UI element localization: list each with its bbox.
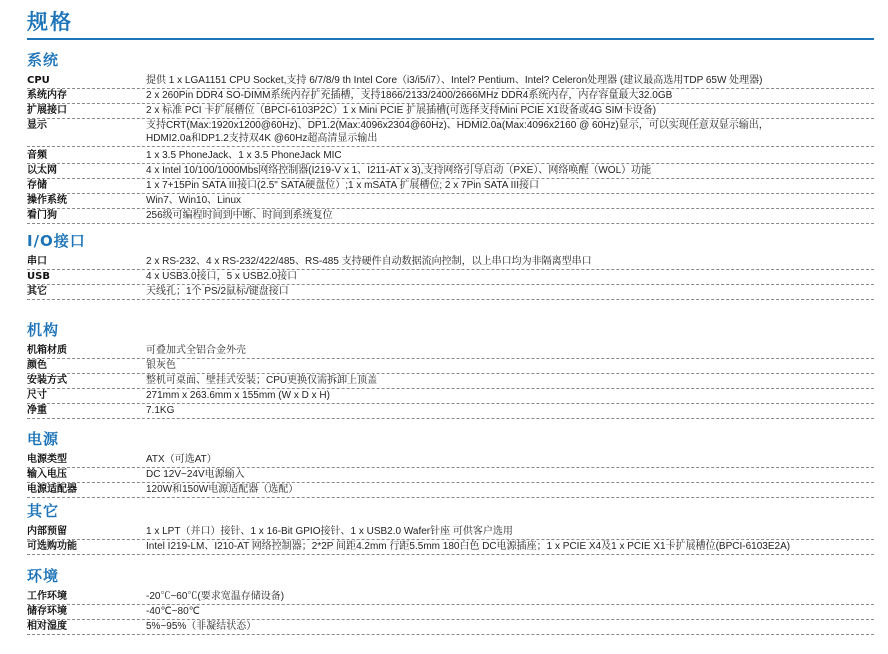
title-divider	[27, 38, 874, 40]
spec-row	[27, 104, 874, 119]
spec-label: 安装方式	[27, 375, 67, 386]
spec-label: 内部预留	[27, 526, 67, 537]
spec-label: 工作环境	[27, 591, 67, 602]
spec-row	[27, 374, 874, 389]
spec-value-line: 120W和150W电源适配器（选配）	[146, 484, 299, 495]
spec-value-line: Intel I219-LM、I210-AT 网络控制器；2*2P 间距4.2mm 行距5.5mm 180白色 DC电源插座；1 x PCIE X4及1 x PCIE X1卡扩展槽位(BPCI-6103E2A)	[146, 541, 791, 552]
spec-value-line: DC 12V~24V电源输入	[146, 469, 245, 480]
spec-value	[146, 74, 874, 87]
spec-value-line: 5%~95%（非凝结状态）	[146, 621, 257, 632]
spec-row	[27, 344, 874, 359]
spec-row	[27, 540, 874, 555]
spec-label: 看门狗	[27, 210, 57, 221]
spec-value	[146, 285, 874, 298]
spec-row	[27, 179, 874, 194]
spec-value-line: 256级可编程时间到中断、时间到系统复位	[146, 210, 333, 221]
spec-value-line: Win7、Win10、Linux	[146, 195, 242, 206]
spec-value-line: 2 x 260Pin DDR4 SO-DIMM系统内存扩充插槽，支持1866/2133/2400/2666MHz DDR4系统内存，内存容量最大32.0GB	[146, 90, 673, 101]
spec-value	[146, 194, 874, 207]
spec-value-line: -20℃~60℃(要求宽温存储设备)	[146, 591, 285, 602]
spec-value	[146, 359, 874, 372]
spec-value	[146, 119, 874, 145]
spec-value-line: -40℃~80℃	[146, 606, 200, 617]
spec-label: 音频	[27, 150, 47, 161]
spec-label: 电源适配器	[27, 484, 77, 495]
spec-value	[146, 374, 874, 387]
spec-value	[146, 404, 874, 417]
spec-value-line: 4 x Intel 10/100/1000Mbs网络控制器(I219-V x 1、I211-AT x 3),支持网络引导启动（PXE）、网络唤醒（WOL）功能	[146, 165, 652, 176]
spec-label: 串口	[27, 256, 47, 267]
section-title: 其它	[27, 502, 60, 520]
spec-value-line: 银灰色	[146, 360, 176, 371]
spec-label: 显示	[27, 120, 47, 131]
spec-value-line: 整机可桌面、壁挂式安装；CPU更换仅需拆卸上顶盖	[146, 375, 378, 386]
section-title: 系统	[27, 51, 60, 69]
spec-label: 净重	[27, 405, 47, 416]
spec-label: 储存环境	[27, 606, 67, 617]
spec-row	[27, 404, 874, 419]
spec-value	[146, 453, 874, 466]
spec-label: 扩展接口	[27, 105, 67, 116]
spec-value-line: 2 x 标准 PCI 卡扩展槽位（BPCI-6103P2C）1 x Mini PCIE 扩展插槽(可选择支持Mini PCIE X1设备或4G SIM卡设备)	[146, 105, 657, 116]
spec-value	[146, 270, 874, 283]
row-divider	[27, 497, 874, 498]
spec-label: 存储	[27, 180, 47, 191]
spec-label: 其它	[27, 286, 47, 297]
spec-value	[146, 164, 874, 177]
spec-row	[27, 453, 874, 468]
row-divider	[27, 418, 874, 419]
spec-row	[27, 468, 874, 483]
spec-value-line: HDMI2.0a和DP1.2支持双4K @60Hz超高清显示输出	[146, 133, 378, 144]
spec-value-line: 天线孔；1个 PS/2鼠标/键盘接口	[146, 286, 289, 297]
section-title: 机构	[27, 321, 60, 339]
spec-row	[27, 389, 874, 404]
page-title: 规格	[27, 10, 73, 34]
spec-value	[146, 620, 874, 633]
spec-row	[27, 164, 874, 179]
spec-label: 电源类型	[27, 454, 67, 465]
spec-value-line: 可叠加式全铝合金外壳	[146, 345, 246, 356]
spec-value-line: 271mm x 263.6mm x 155mm (W x D x H)	[146, 390, 330, 401]
spec-row	[27, 605, 874, 620]
spec-row	[27, 483, 874, 498]
row-divider	[27, 146, 874, 147]
spec-value-line: 1 x 7+15Pin SATA III接口(2.5" SATA硬盘位）;1 x mSATA 扩展槽位; 2 x 7Pin SATA III接口	[146, 180, 540, 191]
spec-label: 尺寸	[27, 390, 47, 401]
spec-row	[27, 620, 874, 635]
spec-value	[146, 483, 874, 496]
spec-value	[146, 590, 874, 603]
spec-label: 机箱材质	[27, 345, 67, 356]
spec-row	[27, 285, 874, 300]
spec-row	[27, 209, 874, 224]
spec-value	[146, 540, 874, 553]
spec-row	[27, 590, 874, 605]
spec-value	[146, 255, 874, 268]
spec-row	[27, 149, 874, 164]
spec-label: 相对湿度	[27, 621, 67, 632]
spec-row	[27, 194, 874, 209]
spec-value	[146, 104, 874, 117]
spec-value-line: 2 x RS-232、4 x RS-232/422/485、RS-485 支持硬件自动数据流向控制，以上串口均为非隔离型串口	[146, 256, 592, 267]
spec-value	[146, 468, 874, 481]
section-title: 电源	[27, 430, 60, 448]
spec-row	[27, 270, 874, 285]
row-divider	[27, 299, 874, 300]
spec-label: 系统内存	[27, 90, 67, 101]
spec-label: 操作系统	[27, 195, 67, 206]
spec-value-line: ATX（可选AT）	[146, 454, 217, 465]
spec-label: 以太网	[27, 165, 57, 176]
spec-value-line: 提供 1 x LGA1151 CPU Socket,支持 6/7/8/9 th Intel Core（i3/i5/i7）、Intel? Pentium、Intel? Celeron处理器 (建议最高选用TDP 65W 处理器)	[146, 75, 763, 86]
row-divider	[27, 223, 874, 224]
spec-value-line: 1 x 3.5 PhoneJack、1 x 3.5 PhoneJack MIC	[146, 150, 342, 161]
spec-row	[27, 359, 874, 374]
spec-row	[27, 89, 874, 104]
spec-label: 可选购功能	[27, 541, 77, 552]
spec-row	[27, 255, 874, 270]
row-divider	[27, 554, 874, 555]
spec-value	[146, 525, 874, 538]
spec-value	[146, 344, 874, 357]
spec-value	[146, 389, 874, 402]
spec-label: CPU	[27, 75, 50, 86]
spec-value	[146, 149, 874, 162]
spec-value-line: 7.1KG	[146, 405, 175, 416]
spec-row	[27, 74, 874, 89]
spec-value	[146, 89, 874, 102]
spec-value	[146, 605, 874, 618]
spec-row	[27, 525, 874, 540]
spec-label: USB	[27, 271, 50, 282]
spec-value	[146, 179, 874, 192]
section-title: 环境	[27, 567, 60, 585]
spec-row	[27, 119, 874, 147]
spec-value-line: 4 x USB3.0接口，5 x USB2.0接口	[146, 271, 298, 282]
section-title: I/O接口	[27, 232, 86, 250]
row-divider	[27, 634, 874, 635]
spec-value	[146, 209, 874, 222]
spec-label: 颜色	[27, 360, 47, 371]
spec-value-line: 支持CRT(Max:1920x1200@60Hz)、DP1.2(Max:4096x2304@60Hz)、HDMI2.0a(Max:4096x2160 @ 60Hz)显示，可以实现任意双显示输出，	[146, 120, 769, 131]
spec-label: 输入电压	[27, 469, 67, 480]
spec-value-line: 1 x LPT（并口）接针、1 x 16-Bit GPIO接针、1 x USB2.0 Wafer针座 可供客户选用	[146, 526, 513, 537]
